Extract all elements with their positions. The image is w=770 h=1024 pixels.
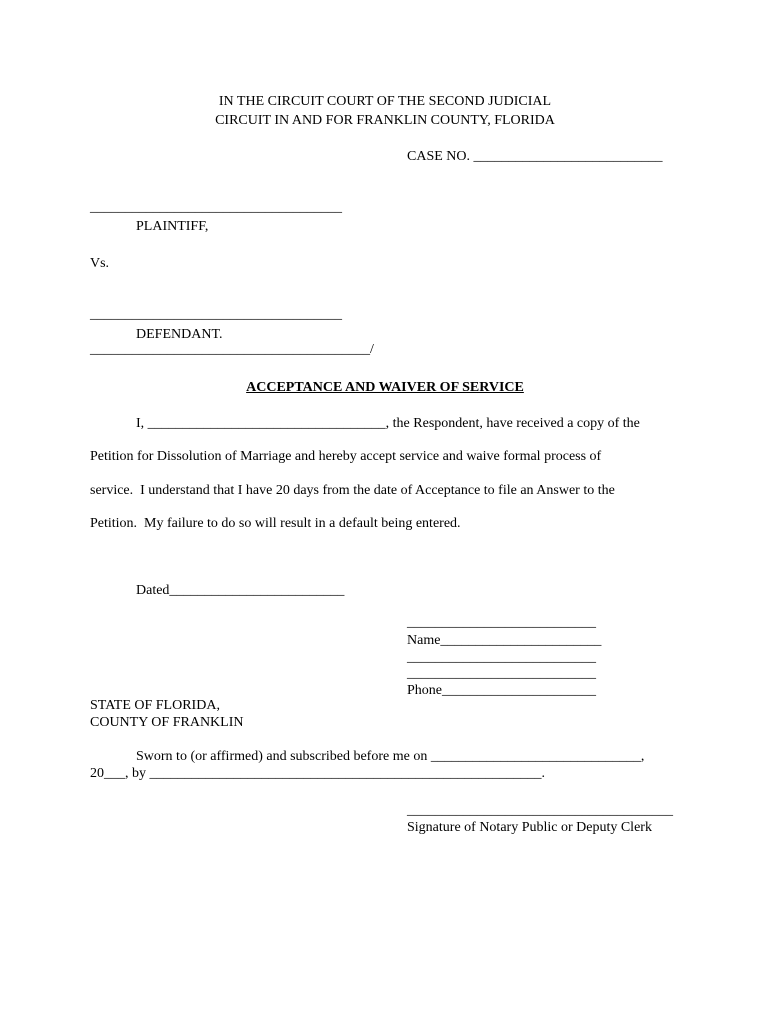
sworn-line-1: Sworn to (or affirmed) and subscribed before me on ______________________________,	[136, 749, 645, 764]
plaintiff-label: PLAINTIFF,	[136, 219, 209, 234]
notary-signature-label: Signature of Notary Public or Deputy Clerk	[407, 820, 652, 835]
address-line-2: ___________________________	[407, 666, 596, 681]
case-number: CASE NO. ___________________________	[407, 149, 663, 164]
sworn-line-2: 20___, by ________________________________________________________.	[90, 766, 545, 781]
name-field: Name_______________________	[407, 633, 602, 648]
address-line-1: ___________________________	[407, 650, 596, 665]
dated-field: Dated_________________________	[136, 583, 345, 598]
caption-closing-line: ________________________________________/	[90, 342, 374, 357]
body-line-3: service. I understand that I have 20 days from the date of Acceptance to file an Answer to the	[90, 483, 615, 498]
notary-state: STATE OF FLORIDA,	[90, 698, 220, 713]
document-title: ACCEPTANCE AND WAIVER OF SERVICE	[246, 380, 524, 395]
notary-signature-line: ______________________________________	[407, 803, 673, 818]
plaintiff-name-line: ____________________________________	[90, 200, 342, 215]
court-heading-line1: IN THE CIRCUIT COURT OF THE SECOND JUDICIAL	[218, 94, 552, 109]
court-heading-line2: CIRCUIT IN AND FOR FRANKLIN COUNTY, FLORIDA	[215, 113, 555, 128]
defendant-name-line: ____________________________________	[90, 307, 342, 322]
body-line-1: I, __________________________________, the Respondent, have received a copy of the	[136, 416, 640, 431]
versus-label: Vs.	[90, 256, 110, 271]
defendant-label: DEFENDANT.	[136, 327, 223, 342]
phone-field: Phone______________________	[407, 683, 596, 698]
notary-county: COUNTY OF FRANKLIN	[90, 715, 244, 730]
body-line-4: Petition. My failure to do so will result in a default being entered.	[90, 516, 461, 531]
body-line-2: Petition for Dissolution of Marriage and hereby accept service and waive formal process of	[90, 449, 602, 464]
signature-line: ___________________________	[407, 615, 596, 630]
